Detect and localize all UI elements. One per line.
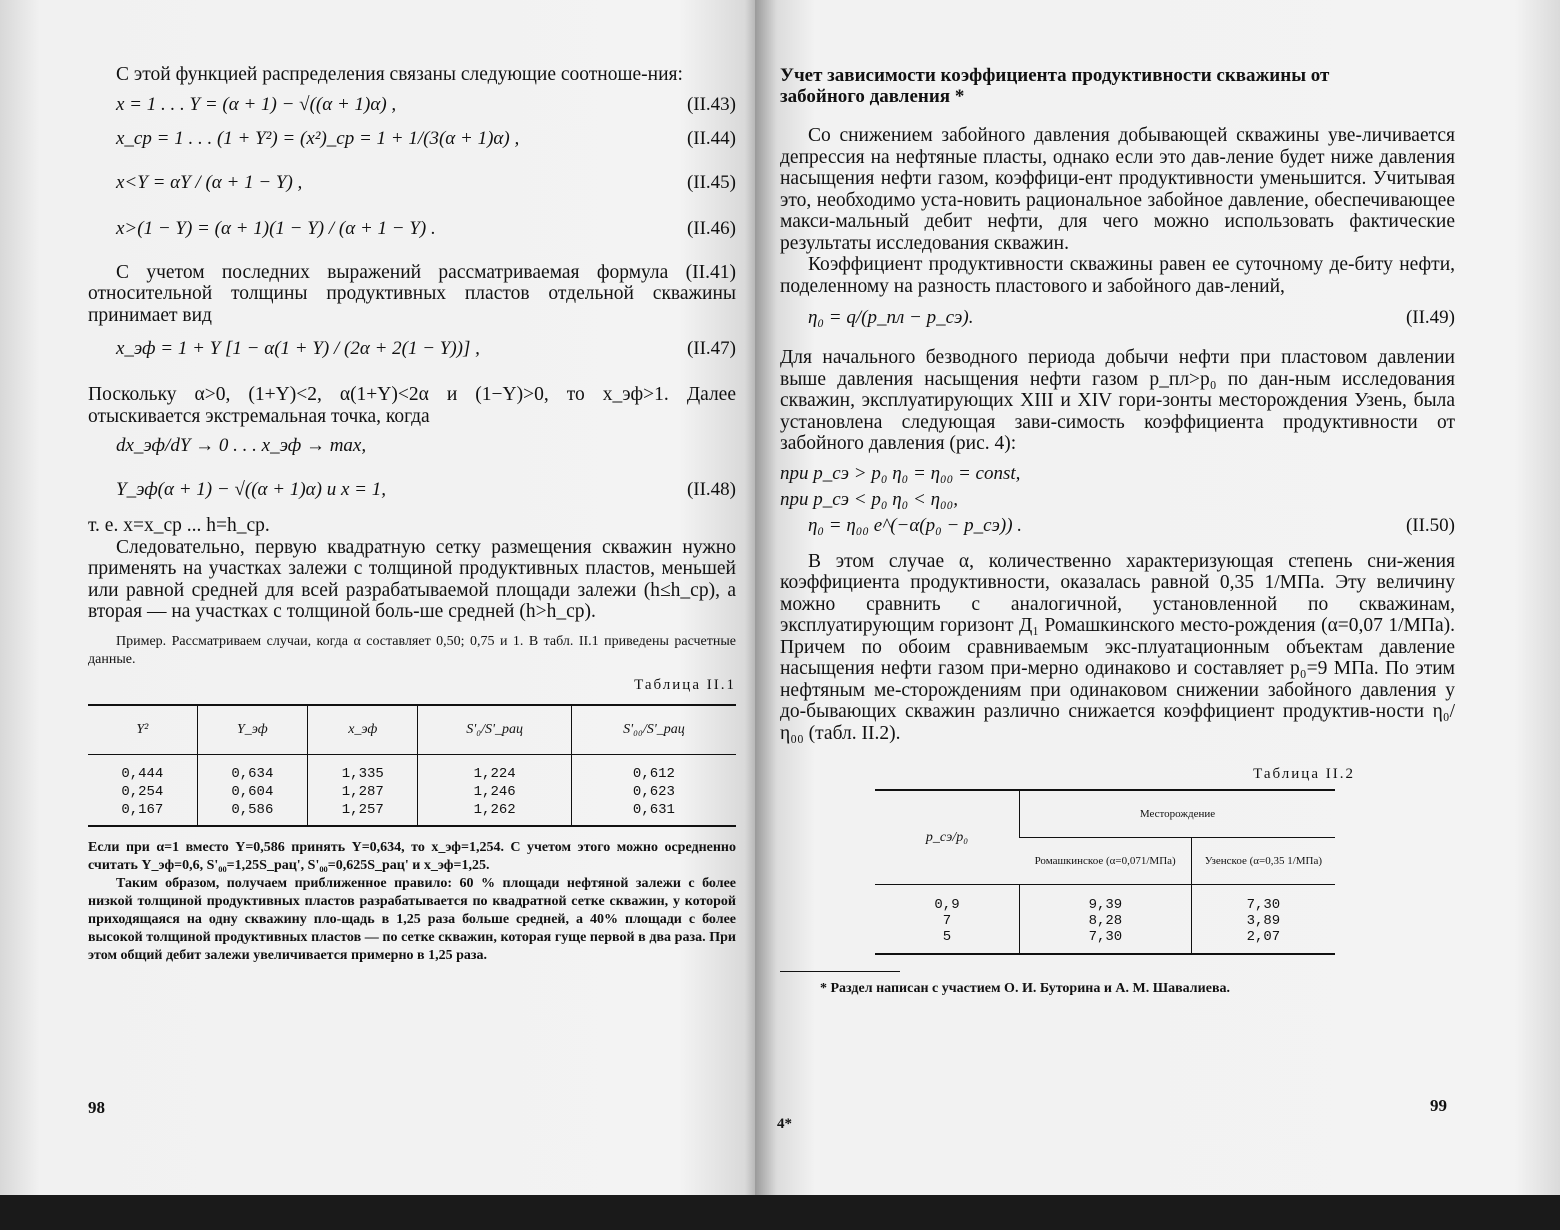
cell-value: 0,167 bbox=[121, 801, 164, 818]
table-row bbox=[88, 754, 736, 826]
equation-number: (II.49) bbox=[1405, 307, 1455, 328]
after-table-note: Если при α=1 вместо Y=0,586 принять Y=0,634, то x_эф=1,254. С учетом этого можно осредненно считать Y_эф=0,6, S'₀₀=1,25S_рац', S'₀₀=0,625S_рац' и x_эф=1,25. bbox=[88, 839, 736, 873]
page-number-right: 99 bbox=[1430, 1096, 1447, 1115]
table-cell bbox=[418, 754, 571, 826]
left-page bbox=[0, 0, 755, 1195]
scanner-bottom-edge bbox=[0, 1195, 1560, 1230]
equation-number: (II.48) bbox=[686, 479, 736, 500]
table-header-uzen: Узенское (α=0,35 1/МПа) bbox=[1191, 838, 1335, 885]
table-cell bbox=[1020, 885, 1192, 955]
rule-summary: Таким образом, получаем приближенное правило: 60 % площади нефтяной залежи с более низкой толщиной продуктивных пластов разрабатывается по квадратной сетке скважин, у которой приходящаяся на одну скважину пло-щадь в 1,25 раза больше средней, а 40% площади с более высокой толщиной продуктивных пластов — по сетке скважин, которая гуще первой в два раза. При этом общий дебит залежи увеличивается примерно в 1,25 раза. bbox=[88, 875, 736, 963]
table-header-ratio: p_сэ/p₀ bbox=[875, 790, 1020, 885]
table-header: Y_эф bbox=[197, 705, 307, 755]
equation-extremum: dx_эф/dY → 0 . . . x_эф → max, bbox=[116, 435, 367, 456]
cell-value: 0,623 bbox=[632, 783, 675, 800]
paragraph-conclusion-grid: Следовательно, первую квадратную сетку размещения скважин нужно применять на участках залежи с толщиной продуктивных пластов, меньшей или равной средней для всей разрабатываемой площади залежи (h≤h_ср), а вторая — на участках с толщиной боль-ше средней (h>h_ср). bbox=[88, 536, 736, 622]
equation-ii-49 bbox=[780, 297, 1455, 347]
cell-value: 0,631 bbox=[632, 801, 675, 818]
condition-above: при p_сэ > p₀ η₀ = η₀₀ = const, bbox=[780, 462, 1021, 484]
table-cell bbox=[88, 754, 197, 826]
cell-value: 7,30 bbox=[1246, 897, 1281, 913]
cell-value: 0,604 bbox=[231, 783, 274, 800]
footnote-rule bbox=[780, 971, 900, 972]
equation-text: x = 1 . . . Y = (α + 1) − √((α + 1)α) , bbox=[116, 93, 397, 115]
table-cell bbox=[1191, 885, 1335, 955]
equation-text: x_ср = 1 . . . (1 + Y²) = (x²)_ср = 1 + 1/(3(α + 1)α) , bbox=[116, 127, 520, 149]
paragraph-uzen: Для начального безводного периода добычи нефти при пластовом давлении выше давления насыщения нефти газом p_пл>p₀ по дан-ным исследования скважин, эксплуатирующих XIII и XIV гори-зонты месторождения Узень, была установлена следующая зави-симость коэффициента продуктивности от забойного давления (рис. 4): bbox=[780, 347, 1455, 454]
cell-value: 0,634 bbox=[231, 765, 274, 782]
cell-value: 0,9 bbox=[934, 897, 960, 913]
equation-text: x<Y = αY / (α + 1 − Y) , bbox=[116, 171, 303, 193]
equation-text: η₀ = η₀₀ e^(−α(p₀ − p_сэ)) . bbox=[808, 514, 1023, 536]
equation-number: (II.47) bbox=[686, 338, 736, 359]
cell-value: 0,254 bbox=[121, 783, 164, 800]
example-paragraph: Пример. Рассматриваем случаи, когда α составляет 0,50; 0,75 и 1. В табл. II.1 приведены расчетные данные. bbox=[88, 633, 736, 667]
table-cell bbox=[875, 885, 1020, 955]
cell-value: 0,612 bbox=[632, 765, 675, 782]
right-page-content bbox=[780, 64, 1455, 998]
equation-text: x>(1 − Y) = (α + 1)(1 − Y) / (α + 1 − Y) . bbox=[116, 217, 436, 239]
cell-value: 1,287 bbox=[341, 783, 384, 800]
equation-text: Y_эф(α + 1) − √((α + 1)α) и x = 1, bbox=[116, 479, 386, 500]
equation-ii-48 bbox=[88, 479, 736, 515]
paragraph-formula-intro: С учетом последних выражений рассматриваемая формула (II.41) относительной толщины продуктивных пластов отдельной скважины принимает вид bbox=[88, 261, 736, 326]
equation-number: (II.45) bbox=[686, 171, 736, 193]
table-caption-ii-1: Таблица II.1 bbox=[634, 676, 736, 693]
table-caption-ii-2: Таблица II.2 bbox=[1253, 766, 1355, 782]
cell-value: 1,224 bbox=[473, 765, 516, 782]
equation-text: x_эф = 1 + Y [1 − α(1 + Y) / (2α + 2(1 − Y))] , bbox=[116, 338, 480, 359]
paragraph-te: т. е. x=x_ср ... h=h_ср. bbox=[88, 515, 270, 536]
section-heading: Учет зависимости коэффициента продуктивности скважины от забойного давления * bbox=[780, 65, 1330, 107]
left-page-content bbox=[88, 64, 736, 965]
table-header: S'₀₀/S'_рац bbox=[571, 705, 736, 755]
table-header: x_эф bbox=[308, 705, 418, 755]
intro-paragraph: С этой функцией распределения связаны следующие соотноше-ния: bbox=[116, 64, 683, 85]
table-cell bbox=[197, 754, 307, 826]
equation-ii-47 bbox=[88, 338, 736, 384]
cell-value: 7 bbox=[942, 913, 952, 929]
cell-value: 9,39 bbox=[1088, 897, 1123, 913]
cell-value: 8,28 bbox=[1088, 913, 1123, 929]
cell-value: 1,257 bbox=[341, 801, 384, 818]
paragraph-comparison: В этом случае α, количественно характеризующая степень сни-жения коэффициента продуктивности, оказалась равной 0,35 1/МПа. Эту величину можно сравнить с аналогичной, установленной по скважинам, эксплуатирующим горизонт Д₁ Ромашкинского место-рождения (α=0,07 1/МПа). Причем по обоим сравниваемым экс-плуатационным объектам давление насыщения нефти газом при-мерно одинаково и составляет p₀=9 МПа. По этим нефтяным ме-сторождениям при одинаковом снижении забойного давления у до-бывающих скважин различно снижается коэффициент продуктив-ности η₀/η₀₀ (табл. II.2). bbox=[780, 550, 1455, 744]
table-ii-1 bbox=[88, 704, 736, 827]
table-header: S'₀/S'_рац bbox=[418, 705, 571, 755]
table-ii-2 bbox=[875, 789, 1335, 955]
table-cell bbox=[308, 754, 418, 826]
cell-value: 0,444 bbox=[121, 765, 164, 782]
equation-number: (II.46) bbox=[686, 217, 736, 239]
footnote: * Раздел написан с участием О. И. Буторина и А. М. Шавалиева. bbox=[820, 981, 1230, 996]
table-header-field: Месторождение bbox=[1020, 790, 1336, 838]
signature-mark: 4* bbox=[777, 1116, 792, 1132]
equation-ii-50 bbox=[780, 515, 1455, 551]
right-page bbox=[755, 0, 1560, 1195]
equation-text: η₀ = q/(p_пл − p_сэ). bbox=[808, 307, 974, 328]
table-cell bbox=[571, 754, 736, 826]
cell-value: 2,07 bbox=[1246, 929, 1281, 945]
cell-value: 1,262 bbox=[473, 801, 516, 818]
cell-value: 1,246 bbox=[473, 783, 516, 800]
table-header: Y² bbox=[88, 705, 197, 755]
page-number-left: 98 bbox=[88, 1098, 105, 1117]
equation-number: (II.50) bbox=[1405, 514, 1455, 536]
cell-value: 3,89 bbox=[1246, 913, 1281, 929]
table-row bbox=[875, 885, 1335, 955]
equation-number: (II.43) bbox=[686, 93, 736, 115]
equation-ii-46 bbox=[88, 218, 736, 262]
equation-ii-45 bbox=[88, 172, 736, 218]
cell-value: 7,30 bbox=[1088, 929, 1123, 945]
equation-ii-43 bbox=[88, 94, 736, 128]
paragraph-depression: Со снижением забойного давления добывающей скважины уве-личивается депрессия на нефтяные пласты, однако если это дав-ление будет ниже давления насыщения нефти газом, коэффици-ент продуктивности уменьшится. Учитывая это, необходимо уста-новить рациональное забойное давление, обеспечивающее макси-мальный дебит нефти, для чего можно использовать фактические результаты исследования скважин. bbox=[780, 125, 1455, 254]
paragraph-conditions: Поскольку α>0, (1+Y)<2, α(1+Y)<2α и (1−Y)>0, то x_эф>1. Далее отыскивается экстремальная точка, когда bbox=[88, 384, 736, 427]
cell-value: 5 bbox=[942, 929, 952, 945]
equation-ii-44 bbox=[88, 128, 736, 172]
paragraph-coefficient-def: Коэффициент продуктивности скважины равен ее суточному де-биту нефти, поделенному на разность пластового и забойного дав-лений, bbox=[780, 254, 1455, 297]
cell-value: 1,335 bbox=[341, 765, 384, 782]
equation-number: (II.44) bbox=[686, 127, 736, 149]
cell-value: 0,586 bbox=[231, 801, 274, 818]
table-header-romashkino: Ромашкинское (α=0,071/МПа) bbox=[1020, 838, 1192, 885]
condition-below: при p_сэ < p₀ η₀ < η₀₀, bbox=[780, 488, 958, 510]
